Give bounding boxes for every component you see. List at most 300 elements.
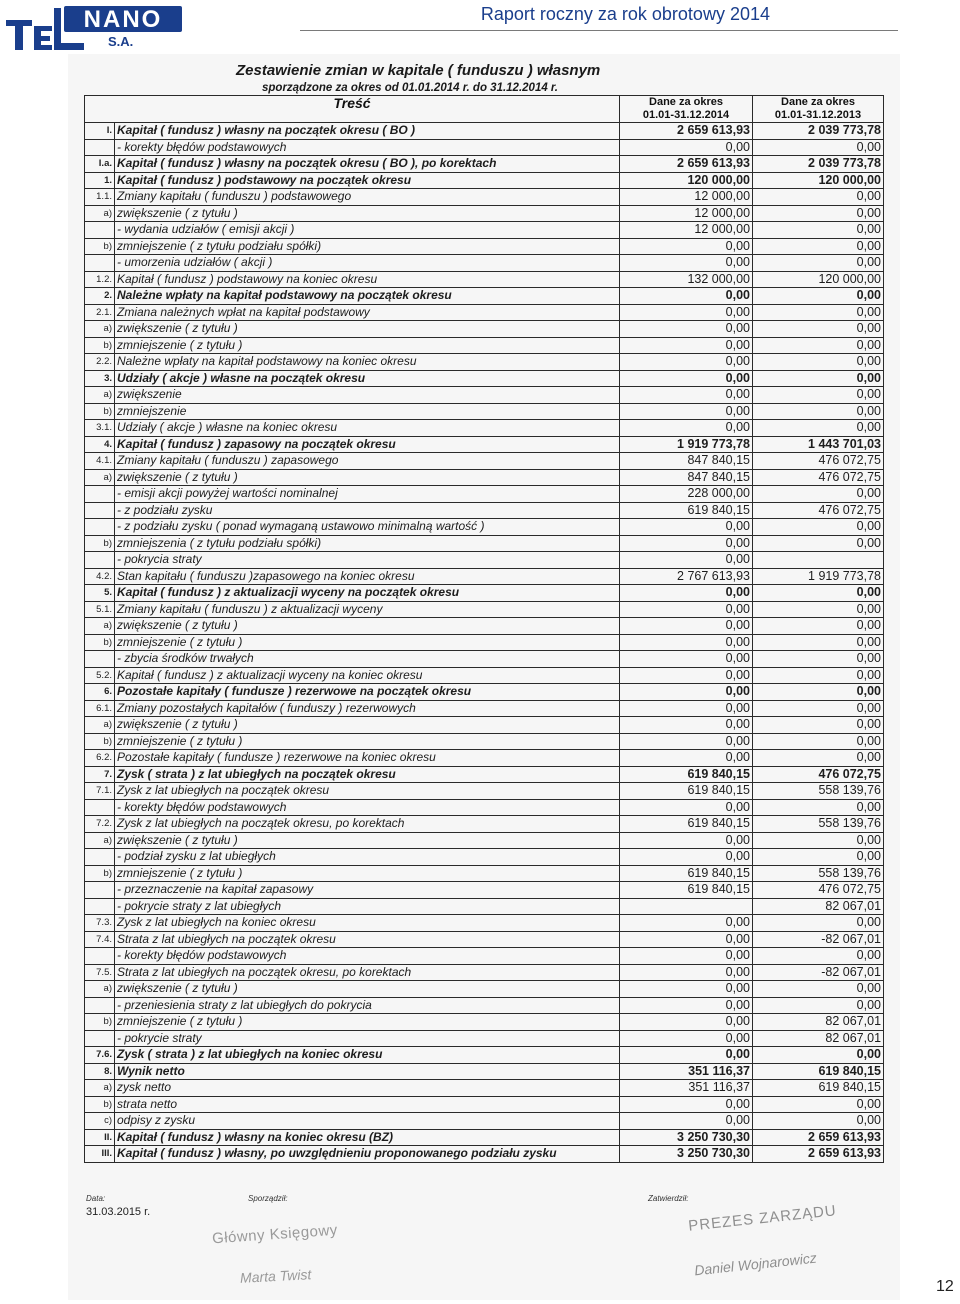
row-number: 4.1. <box>85 453 115 470</box>
value-2014: 3 250 730,30 <box>620 1129 753 1146</box>
row-description: zmniejszenie ( z tytułu podziału spółki) <box>115 238 620 255</box>
value-2013: 0,00 <box>753 997 884 1014</box>
value-2013: 0,00 <box>753 684 884 701</box>
value-2014: 12 000,00 <box>620 189 753 206</box>
row-description: Zysk z lat ubiegłych na koniec okresu <box>115 915 620 932</box>
report-title: Raport roczny za rok obrotowy 2014 <box>480 4 770 24</box>
table-row <box>85 1080 884 1097</box>
value-2013: 476 072,75 <box>753 882 884 899</box>
column-header-period-2013 <box>753 96 884 123</box>
value-2013: 82 067,01 <box>753 1030 884 1047</box>
value-2013: 0,00 <box>753 849 884 866</box>
row-number: 7.3. <box>85 915 115 932</box>
table-row <box>85 618 884 635</box>
value-2013: 619 840,15 <box>753 1063 884 1080</box>
value-2014: 132 000,00 <box>620 271 753 288</box>
table-row <box>85 502 884 519</box>
row-number: a) <box>85 469 115 486</box>
row-description: zmniejszenie ( z tytułu ) <box>115 634 620 651</box>
value-2013: 476 072,75 <box>753 453 884 470</box>
value-2014: 3 250 730,30 <box>620 1146 753 1163</box>
table-row <box>85 271 884 288</box>
value-2013: 0,00 <box>753 1113 884 1130</box>
value-2014: 0,00 <box>620 354 753 371</box>
row-description: Kapitał ( fundusz ) własny na początek okresu ( BO ) <box>115 123 620 140</box>
row-description: - pokrycie straty <box>115 1030 620 1047</box>
row-number: a) <box>85 387 115 404</box>
row-description: - emisji akcji powyżej wartości nominalnej <box>115 486 620 503</box>
row-description: Zmiany kapitału ( funduszu ) zapasowego <box>115 453 620 470</box>
row-number <box>85 486 115 503</box>
row-description: - zbycia środków trwałych <box>115 651 620 668</box>
row-description: - podział zysku z lat ubiegłych <box>115 849 620 866</box>
table-row <box>85 288 884 305</box>
table-row <box>85 568 884 585</box>
row-description: - pokrycie straty z lat ubiegłych <box>115 898 620 915</box>
row-number: b) <box>85 1014 115 1031</box>
table-row <box>85 849 884 866</box>
value-2014: 0,00 <box>620 1096 753 1113</box>
value-2013: -82 067,01 <box>753 964 884 981</box>
value-2014 <box>620 898 753 915</box>
table-row <box>85 321 884 338</box>
value-2013: 0,00 <box>753 222 884 239</box>
row-number: 3. <box>85 370 115 387</box>
table-row <box>85 304 884 321</box>
svg-text:NANO: NANO <box>83 6 163 33</box>
row-description: - korekty błędów podstawowych <box>115 799 620 816</box>
row-description: - z podziału zysku <box>115 502 620 519</box>
value-2014: 351 116,37 <box>620 1063 753 1080</box>
row-number <box>85 519 115 536</box>
table-row <box>85 370 884 387</box>
row-number <box>85 552 115 569</box>
value-2013: 0,00 <box>753 915 884 932</box>
row-description: zwiększenie ( z tytułu ) <box>115 717 620 734</box>
row-number: 2.2. <box>85 354 115 371</box>
row-number <box>85 502 115 519</box>
row-number <box>85 997 115 1014</box>
row-number: 1.1. <box>85 189 115 206</box>
table-row <box>85 997 884 1014</box>
row-description: Kapitał ( fundusz ) z aktualizacji wyceny na koniec okresu <box>115 667 620 684</box>
value-2014: 847 840,15 <box>620 469 753 486</box>
value-2014: 619 840,15 <box>620 865 753 882</box>
table-row <box>85 816 884 833</box>
row-description: Strata z lat ubiegłych na początek okresu, po korektach <box>115 964 620 981</box>
row-number <box>85 139 115 156</box>
chief-accountant-signature: Marta Twist <box>239 1266 312 1286</box>
table-row <box>85 948 884 965</box>
row-number: II. <box>85 1129 115 1146</box>
value-2013: 0,00 <box>753 205 884 222</box>
value-2014: 0,00 <box>620 931 753 948</box>
row-description: zwiększenie <box>115 387 620 404</box>
row-number: a) <box>85 618 115 635</box>
table-row <box>85 981 884 998</box>
row-number <box>85 849 115 866</box>
value-2013: 1 919 773,78 <box>753 568 884 585</box>
row-number: 4.2. <box>85 568 115 585</box>
table-row <box>85 535 884 552</box>
equity-changes-table <box>84 95 884 1163</box>
value-2013: 0,00 <box>753 618 884 635</box>
table-row <box>85 1113 884 1130</box>
value-2013: 0,00 <box>753 1047 884 1064</box>
company-logo <box>4 2 186 54</box>
row-number: 8. <box>85 1063 115 1080</box>
row-number: b) <box>85 865 115 882</box>
value-2014: 0,00 <box>620 750 753 767</box>
row-description: zwiększenie ( z tytułu ) <box>115 321 620 338</box>
row-number: a) <box>85 717 115 734</box>
table-row <box>85 403 884 420</box>
value-2014: 0,00 <box>620 337 753 354</box>
row-number: b) <box>85 1096 115 1113</box>
row-description: Kapitał ( fundusz ) podstawowy na początek okresu <box>115 172 620 189</box>
value-2013: 0,00 <box>753 799 884 816</box>
table-row <box>85 1063 884 1080</box>
value-2013: 0,00 <box>753 139 884 156</box>
value-2013: 120 000,00 <box>753 271 884 288</box>
value-2013: 0,00 <box>753 700 884 717</box>
value-2014: 0,00 <box>620 915 753 932</box>
value-2014: 619 840,15 <box>620 882 753 899</box>
row-number: 5.2. <box>85 667 115 684</box>
row-number: 7.4. <box>85 931 115 948</box>
value-2014: 2 767 613,93 <box>620 568 753 585</box>
value-2014: 0,00 <box>620 849 753 866</box>
page-number: 12 <box>936 1278 954 1295</box>
row-number: a) <box>85 832 115 849</box>
value-2013: 0,00 <box>753 717 884 734</box>
row-description: zmniejszenie <box>115 403 620 420</box>
value-2013: 2 659 613,93 <box>753 1129 884 1146</box>
table-row <box>85 634 884 651</box>
row-number: b) <box>85 733 115 750</box>
row-description: Zmiany kapitału ( funduszu ) z aktualizacji wyceny <box>115 601 620 618</box>
value-2013: 82 067,01 <box>753 1014 884 1031</box>
row-number: b) <box>85 634 115 651</box>
row-number: 1.2. <box>85 271 115 288</box>
row-description: zmniejszenie ( z tytułu ) <box>115 733 620 750</box>
table-row <box>85 436 884 453</box>
row-description: Zmiana należnych wpłat na kapitał podstawowy <box>115 304 620 321</box>
value-2013: 0,00 <box>753 535 884 552</box>
value-2014: 120 000,00 <box>620 172 753 189</box>
table-row <box>85 684 884 701</box>
value-2013: 1 443 701,03 <box>753 436 884 453</box>
row-number: b) <box>85 337 115 354</box>
value-2013: 0,00 <box>753 354 884 371</box>
table-row <box>85 1096 884 1113</box>
table-row <box>85 552 884 569</box>
row-number: 3.1. <box>85 420 115 437</box>
table-row <box>85 799 884 816</box>
prepared-by-label: Sporządził: <box>248 1194 288 1203</box>
value-2013: 0,00 <box>753 189 884 206</box>
value-2014: 0,00 <box>620 519 753 536</box>
row-number: 2.1. <box>85 304 115 321</box>
row-description: Kapitał ( fundusz ) zapasowy na początek okresu <box>115 436 620 453</box>
row-description: Wynik netto <box>115 1063 620 1080</box>
row-description: Kapitał ( fundusz ) własny na koniec okresu (BZ) <box>115 1129 620 1146</box>
table-row <box>85 1146 884 1163</box>
row-number: 7.2. <box>85 816 115 833</box>
value-2014: 0,00 <box>620 964 753 981</box>
value-2013: 0,00 <box>753 601 884 618</box>
value-2013: 476 072,75 <box>753 766 884 783</box>
table-row <box>85 519 884 536</box>
table-row <box>85 865 884 882</box>
table-row <box>85 651 884 668</box>
row-number: I. <box>85 123 115 140</box>
svg-text:S.A.: S.A. <box>108 34 134 49</box>
row-description: zysk netto <box>115 1080 620 1097</box>
table-row <box>85 486 884 503</box>
value-2014: 0,00 <box>620 304 753 321</box>
row-description: Zmiany kapitału ( funduszu ) podstawowego <box>115 189 620 206</box>
table-row <box>85 700 884 717</box>
table-row <box>85 915 884 932</box>
board-president-stamp: PREZES ZARZĄDU <box>687 1202 838 1235</box>
value-2013: 2 659 613,93 <box>753 1146 884 1163</box>
value-2014: 351 116,37 <box>620 1080 753 1097</box>
row-description: strata netto <box>115 1096 620 1113</box>
value-2013: 0,00 <box>753 403 884 420</box>
row-number: b) <box>85 238 115 255</box>
row-description: zwiększenie ( z tytułu ) <box>115 469 620 486</box>
table-row <box>85 1030 884 1047</box>
row-description: Należne wpłaty na kapitał podstawowy na początek okresu <box>115 288 620 305</box>
date-value: 31.03.2015 r. <box>86 1206 151 1218</box>
row-number: 1. <box>85 172 115 189</box>
value-2013: 0,00 <box>753 519 884 536</box>
row-description: Kapitał ( fundusz ) własny na początek okresu ( BO ), po korektach <box>115 156 620 173</box>
value-2014: 0,00 <box>620 535 753 552</box>
table-row <box>85 585 884 602</box>
value-2013: 0,00 <box>753 370 884 387</box>
approved-by-label: Zatwierdził: <box>648 1194 689 1203</box>
row-number <box>85 255 115 272</box>
table-row <box>85 898 884 915</box>
row-number <box>85 898 115 915</box>
value-2014: 0,00 <box>620 700 753 717</box>
date-label: Data: <box>86 1194 106 1203</box>
value-2014: 0,00 <box>620 684 753 701</box>
value-2014: 0,00 <box>620 139 753 156</box>
value-2014: 619 840,15 <box>620 766 753 783</box>
row-number: 7.6. <box>85 1047 115 1064</box>
row-description: Strata z lat ubiegłych na początek okresu <box>115 931 620 948</box>
value-2013: 0,00 <box>753 420 884 437</box>
row-number: 6. <box>85 684 115 701</box>
value-2014: 0,00 <box>620 717 753 734</box>
row-description: Pozostałe kapitały ( fundusze ) rezerwowe na początek okresu <box>115 684 620 701</box>
table-row <box>85 255 884 272</box>
row-description: zmniejszenie ( z tytułu ) <box>115 1014 620 1031</box>
table-row <box>85 222 884 239</box>
row-number: 5. <box>85 585 115 602</box>
table-row <box>85 882 884 899</box>
table-row <box>85 931 884 948</box>
value-2014: 0,00 <box>620 618 753 635</box>
value-2013: 0,00 <box>753 585 884 602</box>
period-dates: 01.01-31.12.2013 <box>774 109 862 121</box>
value-2014: 0,00 <box>620 634 753 651</box>
value-2014: 0,00 <box>620 585 753 602</box>
value-2014: 0,00 <box>620 1014 753 1031</box>
row-description: zwiększenie ( z tytułu ) <box>115 205 620 222</box>
value-2014: 12 000,00 <box>620 205 753 222</box>
value-2013: 619 840,15 <box>753 1080 884 1097</box>
row-description: zmniejszenie ( z tytułu ) <box>115 337 620 354</box>
value-2013: 0,00 <box>753 651 884 668</box>
row-number <box>85 948 115 965</box>
value-2014: 0,00 <box>620 799 753 816</box>
row-description: Udziały ( akcje ) własne na koniec okresu <box>115 420 620 437</box>
table-row <box>85 189 884 206</box>
table-row <box>85 1129 884 1146</box>
value-2014: 228 000,00 <box>620 486 753 503</box>
value-2013: 476 072,75 <box>753 502 884 519</box>
value-2013: -82 067,01 <box>753 931 884 948</box>
row-number <box>85 651 115 668</box>
chief-accountant-stamp: Główny Księgowy <box>211 1221 339 1248</box>
table-header-row <box>85 96 884 123</box>
table-row <box>85 1047 884 1064</box>
value-2014: 0,00 <box>620 948 753 965</box>
value-2014: 0,00 <box>620 321 753 338</box>
table-row <box>85 733 884 750</box>
value-2013: 2 039 773,78 <box>753 123 884 140</box>
value-2014: 0,00 <box>620 601 753 618</box>
table-row <box>85 139 884 156</box>
value-2013: 0,00 <box>753 634 884 651</box>
value-2013: 0,00 <box>753 387 884 404</box>
row-description: - przeniesienia straty z lat ubiegłych do pokrycia <box>115 997 620 1014</box>
value-2013: 558 139,76 <box>753 816 884 833</box>
table-row <box>85 964 884 981</box>
value-2014: 0,00 <box>620 832 753 849</box>
value-2014: 2 659 613,93 <box>620 123 753 140</box>
row-description: Kapitał ( fundusz ) z aktualizacji wyceny na początek okresu <box>115 585 620 602</box>
row-number: 6.1. <box>85 700 115 717</box>
row-number: c) <box>85 1113 115 1130</box>
table-row <box>85 238 884 255</box>
row-description: Pozostałe kapitały ( fundusze ) rezerwowe na koniec okresu <box>115 750 620 767</box>
table-row <box>85 156 884 173</box>
value-2014: 0,00 <box>620 255 753 272</box>
value-2013: 0,00 <box>753 337 884 354</box>
row-description: Stan kapitału ( funduszu )zapasowego na koniec okresu <box>115 568 620 585</box>
value-2014: 619 840,15 <box>620 816 753 833</box>
period-label: Dane za okres <box>781 96 855 108</box>
row-number <box>85 222 115 239</box>
value-2013: 0,00 <box>753 255 884 272</box>
table-row <box>85 387 884 404</box>
row-description: Udziały ( akcje ) własne na początek okresu <box>115 370 620 387</box>
value-2014: 0,00 <box>620 733 753 750</box>
row-number: 2. <box>85 288 115 305</box>
row-number: 7. <box>85 766 115 783</box>
value-2013: 0,00 <box>753 733 884 750</box>
row-description: - pokrycia straty <box>115 552 620 569</box>
value-2014: 0,00 <box>620 981 753 998</box>
value-2013: 476 072,75 <box>753 469 884 486</box>
value-2013: 82 067,01 <box>753 898 884 915</box>
value-2014: 0,00 <box>620 370 753 387</box>
value-2014: 1 919 773,78 <box>620 436 753 453</box>
statement-title: Zestawienie zmian w kapitale ( funduszu ) własnym <box>236 62 601 79</box>
period-dates: 01.01-31.12.2014 <box>642 109 730 121</box>
row-description: Zysk ( strata ) z lat ubiegłych na początek okresu <box>115 766 620 783</box>
header-divider <box>300 30 898 31</box>
value-2014: 847 840,15 <box>620 453 753 470</box>
row-number: a) <box>85 981 115 998</box>
table-row <box>85 832 884 849</box>
row-description: - przeznaczenie na kapitał zapasowy <box>115 882 620 899</box>
table-row <box>85 766 884 783</box>
row-description: - z podziału zysku ( ponad wymaganą ustawowo minimalną wartość ) <box>115 519 620 536</box>
row-number: 6.2. <box>85 750 115 767</box>
row-number: 7.5. <box>85 964 115 981</box>
value-2014: 0,00 <box>620 1030 753 1047</box>
table-row <box>85 601 884 618</box>
column-header-period-2014 <box>620 96 753 123</box>
row-number: a) <box>85 1080 115 1097</box>
row-number: 5.1. <box>85 601 115 618</box>
value-2013: 0,00 <box>753 1096 884 1113</box>
row-number: 7.1. <box>85 783 115 800</box>
value-2013: 120 000,00 <box>753 172 884 189</box>
row-description: - korekty błędów podstawowych <box>115 139 620 156</box>
value-2013: 0,00 <box>753 238 884 255</box>
value-2013: 0,00 <box>753 750 884 767</box>
table-row <box>85 750 884 767</box>
row-description: Kapitał ( fundusz ) podstawowy na koniec okresu <box>115 271 620 288</box>
value-2014: 0,00 <box>620 403 753 420</box>
value-2014: 0,00 <box>620 997 753 1014</box>
row-description: zwiększenie ( z tytułu ) <box>115 832 620 849</box>
table-row <box>85 1014 884 1031</box>
table-row <box>85 469 884 486</box>
table-row <box>85 354 884 371</box>
value-2014: 619 840,15 <box>620 502 753 519</box>
row-description: odpisy z zysku <box>115 1113 620 1130</box>
value-2013: 0,00 <box>753 832 884 849</box>
row-description: - korekty błędów podstawowych <box>115 948 620 965</box>
table-row <box>85 783 884 800</box>
row-number: a) <box>85 205 115 222</box>
value-2013: 0,00 <box>753 304 884 321</box>
row-number: III. <box>85 1146 115 1163</box>
value-2014: 0,00 <box>620 1047 753 1064</box>
value-2014: 0,00 <box>620 651 753 668</box>
period-label: Dane za okres <box>649 96 723 108</box>
row-description: zmniejszenia ( z tytułu podziału spółki) <box>115 535 620 552</box>
value-2014: 0,00 <box>620 552 753 569</box>
row-description: Zysk z lat ubiegłych na początek okresu, po korektach <box>115 816 620 833</box>
value-2014: 2 659 613,93 <box>620 156 753 173</box>
row-number: I.a. <box>85 156 115 173</box>
value-2014: 0,00 <box>620 667 753 684</box>
value-2014: 12 000,00 <box>620 222 753 239</box>
row-number <box>85 1030 115 1047</box>
value-2013: 0,00 <box>753 667 884 684</box>
row-number: b) <box>85 403 115 420</box>
value-2013: 2 039 773,78 <box>753 156 884 173</box>
